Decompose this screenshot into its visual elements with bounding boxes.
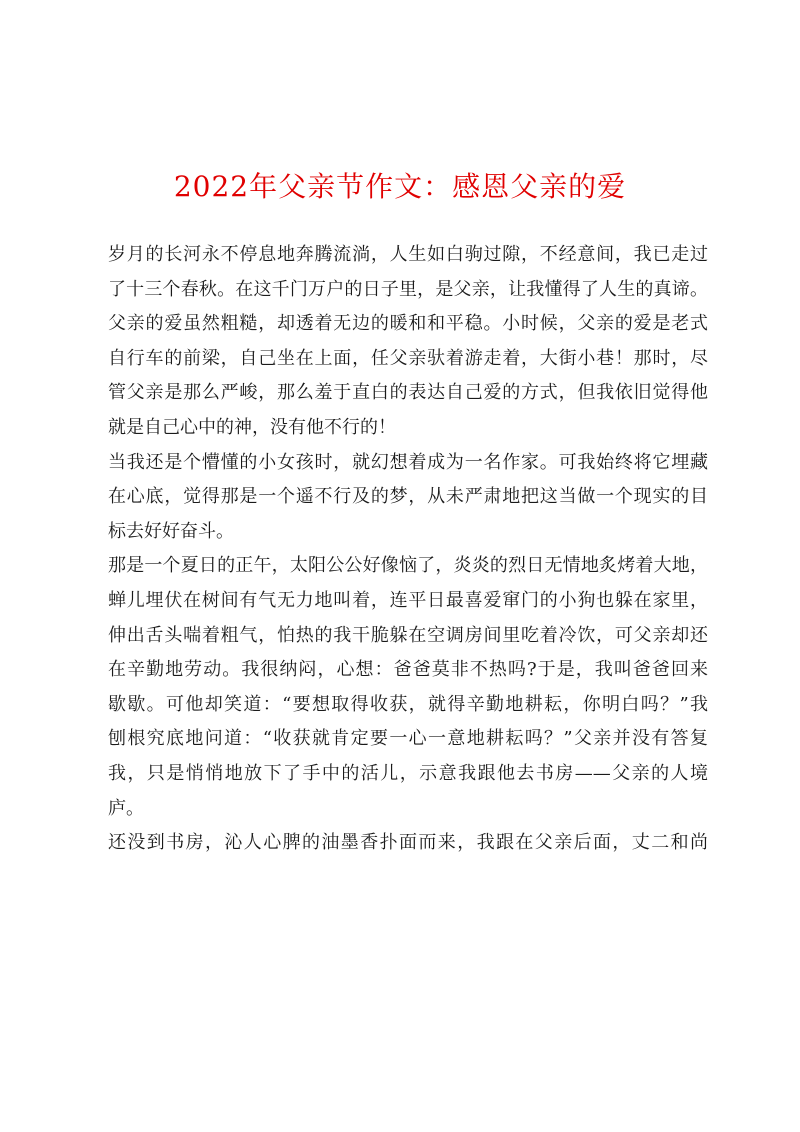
document-title: 2022年父亲节作文：感恩父亲的爱 [173,170,627,203]
body-line: 标去好好奋斗。 [108,520,234,542]
body-line: 还没到书房，沁人心脾的油墨香扑面而来，我跟在父亲后面，丈二和尚 [108,832,708,854]
body-line: 就是自己心中的神，没有他不行的！ [108,416,396,438]
body-line: 那是一个夏日的正午，太阳公公好像恼了，炎炎的烈日无情地炙烤着大地， [108,555,708,577]
body-line: 蝉儿埋伏在树间有气无力地叫着，连平日最喜爱窜门的小狗也躲在家里， [108,589,708,611]
body-line: 庐。 [108,797,144,819]
body-line: 我，只是悄悄地放下了手中的活儿，示意我跟他去书房——父亲的人境 [108,762,708,784]
body-line: 刨根究底地问道：“收获就肯定要一心一意地耕耘吗？”父亲并没有答复 [108,728,708,750]
body-line: 父亲的爱虽然粗糙，却透着无边的暖和和平稳。小时候，父亲的爱是老式 [108,313,708,335]
body-line: 伸出舌头喘着粗气，怕热的我干脆躲在空调房间里吃着冷饮，可父亲却还 [108,624,708,646]
body-line: 歇歇。可他却笑道：“要想取得收获，就得辛勤地耕耘，你明白吗？”我 [108,693,708,715]
body-line: 了十三个春秋。在这千门万户的日子里，是父亲，让我懂得了人生的真谛。 [108,278,708,300]
body-line: 管父亲是那么严峻，那么羞于直白的表达自己爱的方式，但我依旧觉得他 [108,382,708,404]
body-line: 岁月的长河永不停息地奔腾流淌，人生如白驹过隙，不经意间，我已走过 [108,244,708,265]
body-line: 在辛勤地劳动。我很纳闷，心想：爸爸莫非不热吗?于是，我叫爸爸回来 [108,659,708,681]
document-body [108,238,708,861]
body-line: 自行车的前梁，自己坐在上面，任父亲驮着游走着，大街小巷！那时，尽 [108,347,708,369]
body-line: 在心底，觉得那是一个遥不行及的梦，从未严肃地把这当做一个现实的目 [108,486,708,508]
body-line: 当我还是个懵懂的小女孩时，就幻想着成为一名作家。可我始终将它埋藏 [108,451,708,473]
